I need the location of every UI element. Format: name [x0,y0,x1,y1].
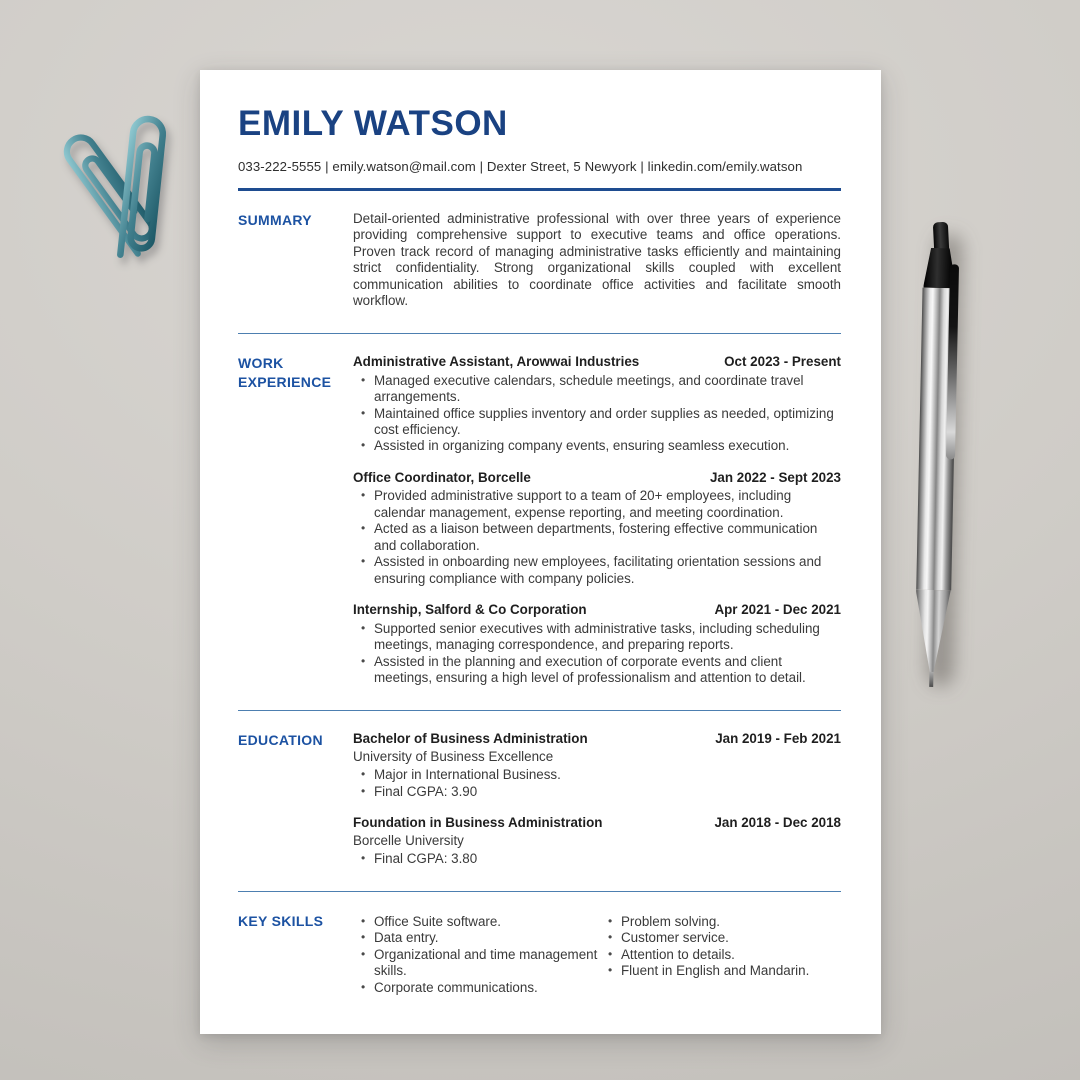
degree-title: Bachelor of Business Administration [353,731,588,747]
section-label-education: EDUCATION [238,732,323,749]
summary-text: Detail-oriented administrative professional with over three years of experience providing comprehensive support to executive teams and office operations. Proven track record of managing administrative tasks efficiently and maintaining strict confidentiality. Strong organizational skills coupled with excellent communication abilities to coordinate office activities and facilitate smooth workflow. [353,210,841,309]
job-entry [353,354,841,455]
job-dates: Apr 2021 - Dec 2021 [714,602,841,618]
job-bullet: • Assisted in onboarding new employees, facilitating orientation sessions and ensuring compliance with company policies. [353,554,841,587]
paperclip-back [61,132,160,254]
education-dates: Jan 2018 - Dec 2018 [714,815,841,831]
education-bullet: • Final CGPA: 3.80 [353,851,841,867]
job-dates: Oct 2023 - Present [724,354,841,370]
job-bullet: • Acted as a liaison between departments, fostering effective communication and collaboration. [353,521,841,554]
skills-column-2 [600,914,841,996]
skill-item: • Fluent in English and Mandarin. [600,963,841,979]
section-label-summary: SUMMARY [238,211,312,228]
pen-icon [911,222,961,693]
job-title: Internship, Salford & Co Corporation [353,602,587,618]
resume-name: EMILY WATSON [238,104,508,143]
pen-taper [914,590,951,673]
skill-item: • Attention to details. [600,947,841,963]
education-bullet: • Major in International Business. [353,767,841,783]
skill-item: • Organizational and time management skills. [353,947,600,980]
summary-section [238,191,841,333]
skill-item: • Corporate communications. [353,980,600,996]
skills-column-1 [353,914,600,996]
skill-item: • Problem solving. [600,914,841,930]
job-bullet: • Maintained office supplies inventory and order supplies as needed, optimizing cost efficiency. [353,406,841,439]
job-bullet: • Supported senior executives with administrative tasks, including scheduling meetings, managing correspondence, and preparing reports. [353,621,841,654]
pen-tip [929,672,933,687]
skill-item: • Customer service. [600,930,841,946]
contact-line: 033-222-5555 | emily.watson@mail.com | Dexter Street, 5 Newyork | linkedin.com/emily.watson [238,158,803,174]
job-entry [353,602,841,686]
job-bullet: • Managed executive calendars, schedule meetings, and coordinate travel arrangements. [353,373,841,406]
job-entry [353,470,841,587]
education-entry [353,731,841,800]
skill-item: • Data entry. [353,930,600,946]
job-bullet: • Provided administrative support to a team of 20+ employees, including calendar management, expense reporting, and meeting coordination. [353,488,841,521]
school-name: Borcelle University [353,832,464,848]
education-bullet: • Final CGPA: 3.90 [353,784,841,800]
job-bullet: • Assisted in organizing company events, ensuring seamless execution. [353,438,841,454]
work-experience-section [238,334,841,710]
skill-item: • Office Suite software. [353,914,600,930]
education-section [238,711,841,890]
education-dates: Jan 2019 - Feb 2021 [715,731,841,747]
job-title: Administrative Assistant, Arowwai Industries [353,354,640,370]
resume-document [200,70,881,1034]
education-entry [353,815,841,867]
job-dates: Jan 2022 - Sept 2023 [709,469,841,485]
section-label-key-skills: KEY SKILLS [238,912,324,929]
paperclip-icon [55,100,195,270]
degree-title: Foundation in Business Administration [353,815,603,831]
key-skills-section [238,892,841,1019]
section-label-work-experience: WORK EXPERIENCE [238,355,332,390]
job-title: Office Coordinator, Borcelle [353,469,531,485]
school-name: University of Business Excellence [353,748,554,764]
job-bullet: • Assisted in the planning and execution of corporate events and client meetings, ensuring a high level of professionalism and attention to detail. [353,654,841,687]
